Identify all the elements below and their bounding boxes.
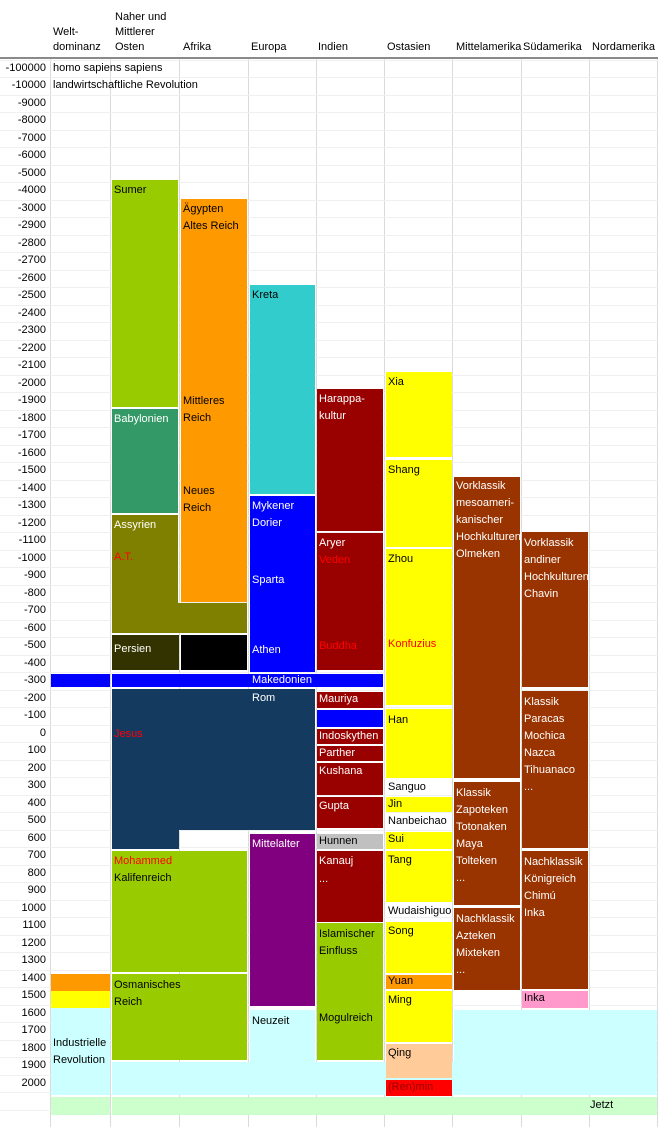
- year-tick: -1800: [17, 411, 46, 424]
- block-kreta: [250, 285, 315, 494]
- block-indoskythen: [317, 729, 383, 744]
- year-tick: -5000: [17, 166, 46, 179]
- year-tick: 200: [27, 761, 46, 774]
- block-label: ...: [456, 872, 466, 884]
- block-label: Mykener: [252, 500, 295, 512]
- grid-hline: [0, 252, 658, 253]
- block-neuzeit-band-rechts: [454, 1010, 657, 1095]
- year-tick: 1500: [21, 989, 46, 1001]
- block-nachklassik-anden: [522, 851, 588, 989]
- block-dominanz-jetzt: [51, 1097, 110, 1115]
- block-mauriya: [317, 692, 383, 708]
- block-label: Mogulreich: [319, 1012, 373, 1024]
- block-babylonien: [112, 409, 178, 513]
- block-label: ...: [456, 964, 466, 976]
- block-label: Totonaken: [456, 821, 507, 833]
- block-label: Babylonien: [114, 413, 169, 425]
- block-label: Dorier: [252, 517, 282, 529]
- year-tick: 900: [27, 884, 46, 896]
- block-kanauj: [317, 851, 383, 922]
- year-tick: 1900: [21, 1059, 46, 1071]
- block-makedonien: [112, 674, 383, 687]
- block-label: Kanauj: [319, 855, 354, 867]
- block-kushana: [317, 763, 383, 795]
- year-tick: -2100: [17, 359, 46, 371]
- block-label: Maya: [456, 838, 483, 850]
- block-label: andiner: [524, 554, 561, 566]
- block-dominanz-industrielle-revolution: [51, 1008, 110, 1095]
- block-label: Kalifenreich: [114, 872, 172, 884]
- block-label: Neuzeit: [252, 1015, 290, 1027]
- grid-hline: [0, 270, 658, 271]
- year-tick: 600: [27, 831, 46, 844]
- block-label: Einfluss: [319, 945, 358, 957]
- block-label: kultur: [319, 410, 346, 422]
- column-header-indien: [318, 40, 348, 55]
- block-label: Chimú: [524, 890, 556, 902]
- block-label: Parther: [319, 747, 356, 759]
- block-label: Islamischer: [319, 928, 375, 940]
- block-label: Yuan: [388, 975, 414, 987]
- year-tick: 800: [27, 866, 46, 879]
- year-tick: -100: [23, 709, 46, 721]
- block-label: Chavin: [524, 588, 559, 600]
- column-header-weltdominanz: [53, 25, 101, 55]
- column-header-naher-osten: [115, 10, 166, 55]
- block-jin: [386, 797, 452, 812]
- block-vorklassik-anden: [522, 532, 588, 687]
- block-label: Song: [388, 925, 414, 937]
- grid-vline: [452, 59, 453, 1127]
- block-label: Persien: [114, 643, 152, 655]
- block-aegypten: [181, 199, 247, 602]
- header-line: Indien: [318, 41, 348, 53]
- year-tick: 2000: [21, 1076, 46, 1089]
- year-tick: -10000: [11, 79, 46, 91]
- block-label: mesoameri-: [456, 497, 515, 509]
- year-tick: -6000: [17, 149, 46, 161]
- grid-hline: [0, 322, 658, 323]
- block-afrika-schwarz: [181, 635, 247, 670]
- block-han: [386, 709, 452, 778]
- header-line: Europa: [251, 41, 287, 53]
- block-label: Mochica: [524, 730, 565, 742]
- block-nanbeichao: [386, 814, 452, 830]
- block-rom-ostteil: [112, 830, 179, 849]
- column-header-afrika: [183, 40, 211, 55]
- block-xia: [386, 372, 452, 457]
- grid-hline: [0, 305, 658, 306]
- block-label: Tang: [388, 854, 412, 866]
- block-shang: [386, 460, 452, 547]
- grid-vline: [110, 59, 111, 1127]
- year-tick: -1300: [17, 499, 46, 511]
- grid-vline: [50, 59, 51, 1127]
- year-tick: -3000: [17, 201, 46, 214]
- year-tick: -2000: [17, 376, 46, 389]
- block-label: Mixteken: [456, 947, 501, 959]
- block-label: Revolution: [53, 1054, 105, 1066]
- block-label: Assyrien: [114, 519, 157, 531]
- block-label: Wudaishiguo: [388, 905, 452, 917]
- year-tick: 100: [27, 744, 46, 756]
- block-klassik-anden: [522, 691, 588, 848]
- year-tick: -1500: [17, 464, 46, 476]
- block-label: Zapoteken: [456, 804, 508, 816]
- block-jetzt-band: [112, 1097, 657, 1115]
- block-label: Sui: [388, 833, 404, 845]
- block-label: Mittleres: [183, 395, 225, 407]
- block-label: Klassik: [524, 696, 559, 708]
- block-label: Qing: [388, 1047, 412, 1059]
- block-label: kanischer: [456, 514, 504, 526]
- block-zhou: [386, 549, 452, 705]
- grid-hline: [0, 112, 658, 113]
- block-indien-blau: [317, 710, 383, 727]
- grid-hline: [0, 147, 658, 148]
- year-tick: 0: [39, 726, 46, 739]
- block-qing: [386, 1044, 452, 1078]
- block-dominanz-osmanen: [51, 974, 110, 991]
- block-assyrien: [112, 515, 178, 603]
- header-line: Ostasien: [387, 41, 431, 53]
- year-tick: -700: [23, 604, 46, 616]
- year-tick: 1700: [21, 1024, 46, 1036]
- block-label: Tihuanaco: [524, 764, 575, 776]
- block-aryer: [317, 533, 383, 670]
- block-gupta: [317, 797, 383, 828]
- block-label: Sumer: [114, 184, 147, 196]
- block-klassik-mesoamerika: [454, 782, 520, 905]
- block-label: Harappa-: [319, 393, 365, 405]
- block-label: ...: [319, 873, 329, 885]
- block-label: Jin: [388, 798, 403, 810]
- block-vorklassik-mesoamerika: [454, 477, 520, 778]
- block-label: Athen: [252, 644, 281, 656]
- block-label: Shang: [388, 464, 420, 476]
- year-tick: 300: [27, 779, 46, 791]
- year-tick: -2800: [17, 236, 46, 249]
- block-osmanisches-reich: [112, 974, 247, 1060]
- block-label: Neues: [183, 485, 215, 497]
- block-label: Hunnen: [319, 835, 358, 847]
- header-line: Mittelamerika: [456, 41, 522, 53]
- block-label: Mauriya: [319, 693, 359, 705]
- block-assyrien-ausdehnung: [112, 603, 247, 633]
- block-parther: [317, 746, 383, 761]
- annotation: landwirtschaftliche Revolution: [53, 79, 198, 91]
- block-label: Tolteken: [456, 855, 497, 867]
- block-label: Reich: [114, 996, 143, 1008]
- block-mittelalter: [250, 834, 315, 1006]
- block-label: Klassik: [456, 787, 491, 799]
- year-tick: -1000: [17, 551, 46, 564]
- block-label: Nazca: [524, 747, 556, 759]
- block-inka: [522, 991, 588, 1008]
- block-label: Hochkulturen: [524, 571, 589, 583]
- block-sanguo: [386, 780, 452, 795]
- block-label: Makedonien: [252, 674, 312, 686]
- year-tick: -2500: [17, 289, 46, 301]
- block-label: Ägypten: [183, 203, 224, 215]
- block-label: Industrielle: [53, 1037, 107, 1049]
- block-label: Azteken: [456, 930, 496, 942]
- year-tick: -2700: [17, 254, 46, 266]
- block-hunnen: [317, 834, 383, 849]
- year-tick: -100000: [5, 61, 46, 74]
- grid-hline: [0, 200, 658, 201]
- block-dominanz-makedonien: [51, 674, 110, 687]
- block-label: Kushana: [319, 765, 363, 777]
- block-label: Buddha: [319, 640, 357, 652]
- block-renmin: [386, 1080, 452, 1096]
- year-tick: -9000: [17, 96, 46, 109]
- year-tick: -1400: [17, 481, 46, 494]
- block-label: Vorklassik: [456, 480, 506, 492]
- year-tick: 1600: [21, 1006, 46, 1019]
- block-label: Nanbeichao: [388, 815, 447, 827]
- year-tick: -1100: [18, 534, 46, 546]
- block-label: Jetzt: [590, 1099, 614, 1111]
- block-label: Altes Reich: [183, 220, 239, 232]
- block-label: Indoskythen: [319, 730, 379, 742]
- header-line: Afrika: [183, 41, 212, 53]
- header-line: Südamerika: [523, 41, 582, 53]
- header-line: Welt-: [53, 26, 79, 38]
- block-sui: [386, 832, 452, 849]
- year-tick: 1000: [21, 901, 46, 914]
- block-label: Mittelalter: [252, 838, 300, 850]
- block-label: Ming: [388, 994, 412, 1006]
- grid-hline: [0, 357, 658, 358]
- block-label: Han: [388, 714, 409, 726]
- block-label: Konfuzius: [388, 638, 437, 650]
- year-tick: -1700: [17, 429, 46, 441]
- grid-hline: [0, 235, 658, 236]
- year-tick: -1600: [17, 446, 46, 459]
- block-label: (Ren)min: [388, 1081, 434, 1093]
- block-label: Sanguo: [388, 781, 426, 793]
- block-label: Rom: [252, 692, 276, 704]
- column-header-ostasien: [387, 40, 430, 55]
- block-label: Sparta: [252, 574, 285, 586]
- block-label: Nachklassik: [456, 913, 515, 925]
- block-label: Nachklassik: [524, 856, 583, 868]
- block-label: Xia: [388, 376, 404, 388]
- block-rom: [112, 689, 315, 830]
- grid-hline: [0, 77, 658, 78]
- block-label: ...: [524, 781, 534, 793]
- year-tick: -500: [23, 639, 46, 651]
- block-label: Aryer: [319, 537, 346, 549]
- year-tick: -800: [23, 586, 46, 599]
- block-label: Osmanisches: [114, 979, 181, 991]
- block-label: Hochkulturen: [456, 531, 521, 543]
- year-tick: 1100: [22, 919, 46, 931]
- year-tick: -7000: [17, 131, 46, 144]
- block-label: Reich: [183, 412, 212, 424]
- block-sumer: [112, 180, 178, 407]
- block-mykener: [250, 496, 315, 672]
- grid-hline: [0, 287, 658, 288]
- block-label: Mohammed: [114, 855, 173, 867]
- block-wudaishiguo: [386, 904, 452, 920]
- block-harappa: [317, 389, 383, 531]
- grid-hline: [0, 95, 658, 96]
- year-tick: -2900: [17, 219, 46, 231]
- grid-hline: [0, 130, 658, 131]
- block-nachklassik-mesoamerika: [454, 908, 520, 990]
- block-label: Kreta: [252, 289, 279, 301]
- block-label: Jesus: [114, 728, 143, 740]
- year-tick: 1400: [21, 971, 46, 984]
- grid-hline: [0, 60, 658, 61]
- year-tick: 500: [27, 814, 46, 826]
- year-tick: 1300: [21, 954, 46, 966]
- year-tick: 400: [27, 796, 46, 809]
- header-line: Naher und: [115, 11, 167, 23]
- grid-hline: [0, 182, 658, 183]
- year-tick: -1200: [17, 516, 46, 529]
- year-tick: -4000: [17, 184, 46, 196]
- year-tick: -200: [23, 691, 46, 704]
- year-tick: -2300: [17, 324, 46, 336]
- grid-vline: [589, 59, 590, 1127]
- block-song: [386, 922, 452, 973]
- block-dominanz-gelb: [51, 991, 110, 1008]
- block-label: Veden: [319, 554, 351, 566]
- year-tick: -600: [23, 621, 46, 634]
- block-label: A.T.: [114, 551, 133, 563]
- block-label: Vorklassik: [524, 537, 574, 549]
- grid-hline: [0, 165, 658, 166]
- block-neuzeit: [250, 1010, 315, 1095]
- column-header-europa: [251, 40, 286, 55]
- column-header-mittelamerika: [456, 40, 521, 55]
- year-tick: 700: [27, 849, 46, 861]
- year-tick: -2400: [17, 306, 46, 319]
- year-tick: -1900: [17, 394, 46, 406]
- block-label: Reich: [183, 502, 212, 514]
- block-yuan: [386, 975, 452, 989]
- year-tick: -300: [23, 674, 46, 686]
- year-tick: -2600: [17, 271, 46, 284]
- column-header-nordamerika: [592, 40, 655, 55]
- block-label: Gupta: [319, 800, 349, 812]
- block-label: Königreich: [524, 873, 576, 885]
- grid-hline: [0, 375, 658, 376]
- year-tick: -2200: [17, 341, 46, 354]
- block-ming: [386, 991, 452, 1042]
- year-tick: -400: [23, 656, 46, 669]
- block-tang: [386, 851, 452, 902]
- header-line: Nordamerika: [592, 41, 655, 53]
- grid-hline: [0, 217, 658, 218]
- header-line: Osten: [115, 41, 145, 53]
- column-header-suedamerika: [523, 40, 582, 55]
- block-label: Inka: [524, 907, 545, 919]
- year-tick: -900: [23, 569, 46, 581]
- block-label: Inka: [524, 992, 545, 1004]
- block-kalifenreich: [112, 851, 247, 972]
- header-line: dominanz: [53, 41, 101, 53]
- block-islamischer-einfluss-mogulreich: [317, 923, 383, 1060]
- year-tick: 1200: [21, 936, 46, 949]
- block-label: Olmeken: [456, 548, 501, 560]
- grid-vline: [248, 59, 249, 1127]
- grid-hline: [0, 340, 658, 341]
- annotation: homo sapiens sapiens: [53, 62, 163, 74]
- block-label: Paracas: [524, 713, 565, 725]
- header-line: Mittlerer: [115, 26, 155, 38]
- year-tick: -8000: [17, 114, 46, 126]
- year-tick: 1800: [21, 1041, 46, 1054]
- block-persien: [112, 635, 179, 670]
- grid-vline: [384, 59, 385, 1127]
- block-label: Zhou: [388, 553, 414, 565]
